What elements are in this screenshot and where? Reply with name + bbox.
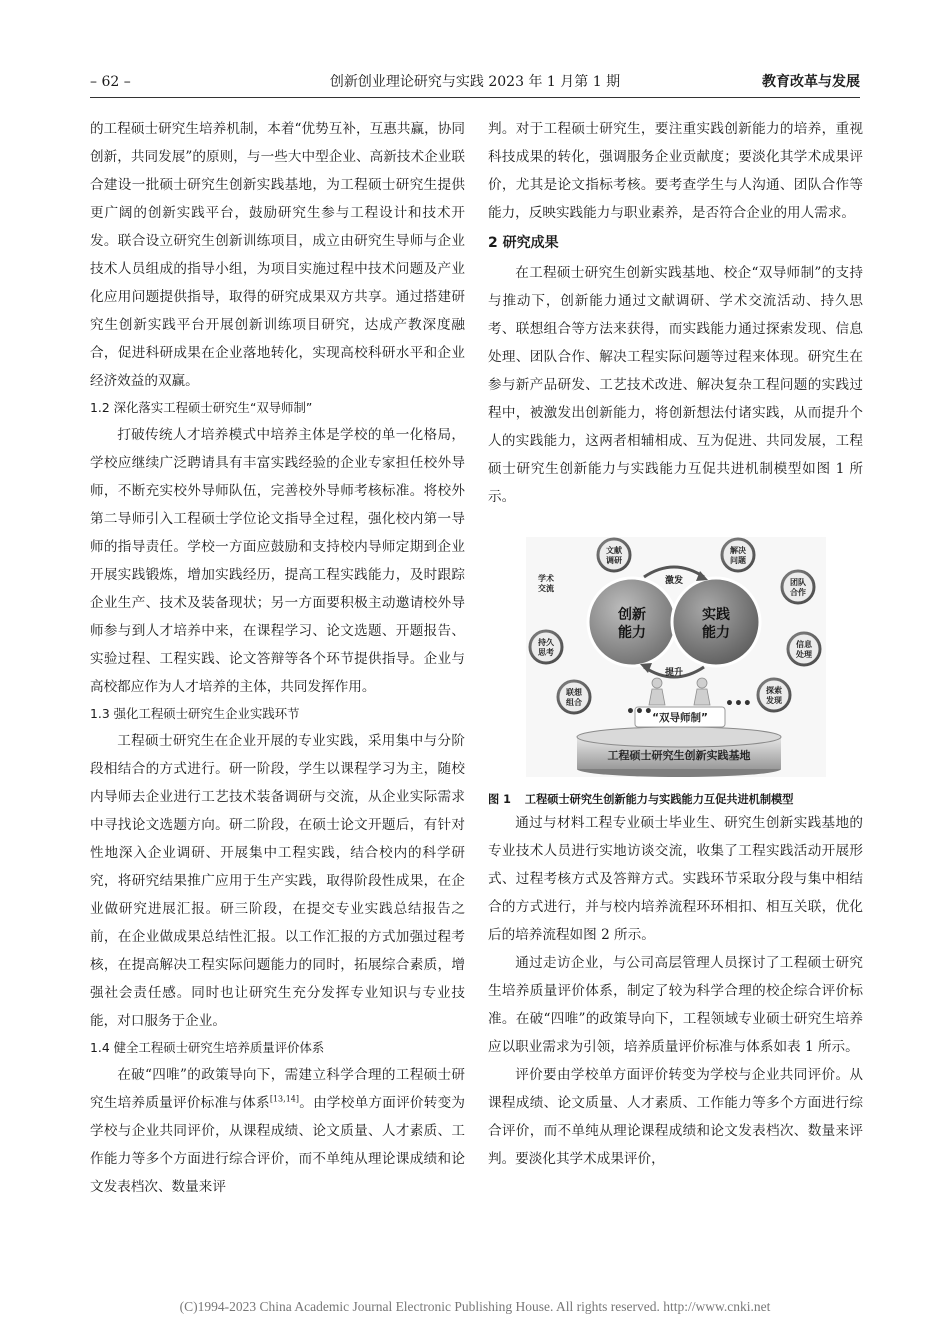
figure-1-diagram — [526, 537, 826, 777]
figure-1-caption — [488, 791, 863, 809]
paragraph: 判。对于工程硕士研究生，要注重实践创新能力的培养，重视科技成果的转化，强调服务企业贡献度；要淡化其学术成果评价，尤其是论文指标考核。要考查学生与人沟通、团队合作等能力，反映实践能力与职业素养，是否符合企业的用人需求。 — [488, 121, 863, 221]
node-explore-label-2: 发现 — [766, 696, 782, 705]
node-team-label-1: 团队 — [790, 578, 806, 587]
node-persist-label-2: 思考 — [538, 648, 554, 657]
enhance-label: 提升 — [664, 668, 684, 678]
innovation-label-2: 能力 — [618, 625, 646, 641]
node-team — [782, 571, 814, 603]
dots-left: ••• — [626, 704, 653, 720]
node-associate — [558, 681, 590, 713]
node-team-label-2: 合作 — [790, 588, 806, 597]
paragraph: 评价要由学校单方面评价转变为学校与企业共同评价。从课程成绩、论文质量、人才素质、工作能力等多个方面进行综合评价，而不单纯从理论课程成绩和论文发表档次、数量来评判。要淡化其学术成果评价， — [488, 1067, 863, 1167]
node-explore — [758, 679, 790, 711]
practice-label-2: 能力 — [702, 625, 730, 641]
section-heading-2: 2 研究成果 — [488, 235, 559, 251]
header-rule — [90, 97, 860, 98]
node-academic-label-1: 学术 — [538, 574, 554, 583]
node-info-label-1: 信息 — [796, 640, 812, 649]
node-info-label-2: 处理 — [796, 650, 812, 659]
node-literature-label-1: 文献 — [606, 546, 622, 555]
paragraph: 通过走访企业，与公司高层管理人员探讨了工程硕士研究生培养质量评价体系，制定了较为科学合理的校企综合评价标准。在破“四唯”的政策导向下，工程领域专业硕士研究生培养应以职业需求为引领，培养质量评价标准与体系如表 1 所示。 — [488, 955, 863, 1055]
journal-title: 创新创业理论研究与实践 2023 年 1 月第 1 期 — [329, 74, 621, 90]
base-top — [577, 727, 781, 747]
node-associate-label-2: 组合 — [566, 698, 582, 707]
paragraph: 在工程硕士研究生创新实践基地、校企“双导师制”的支持与推动下，创新能力通过文献调研、学术交流活动、持久思考、联想组合等方法来获得，而实践能力通过探索发现、信息处理、团队合作、解决工程实际问题等过程来体现。研究生在参与新产品研发、工艺技术改进、解决复杂工程问题的实践过程中，被激发出创新能力，将创新想法付诸实践，从而提升个人的实践能力，这两者相辅相成、互为促进、共同发展，工程硕士研究生创新能力与实践能力互促共进机制模型如图 1 所示。 — [488, 265, 863, 505]
node-academic-label-2: 交流 — [538, 584, 554, 593]
figure-caption-text: 工程硕士研究生创新能力与实践能力互促共进机制模型 — [524, 793, 794, 806]
node-solve-label-2: 问题 — [730, 556, 746, 565]
paragraph-text: 。由学校单方面评价转变为学校与企业共同评价，从课程成绩、论文质量、人才素质、工作能力等多个方面进行综合评价，而不单纯从理论课成绩和论文发表档次、数量来评 — [90, 1095, 466, 1195]
subsection-heading-1-3: 1.3 强化工程硕士研究生企业实践环节 — [90, 706, 300, 721]
copyright-footer: (C)1994-2023 China Academic Journal Electronic Publishing House. All rights reserved. http://www.cnki.net — [179, 1299, 771, 1314]
paragraph: 通过与材料工程专业硕士毕业生、研究生创新实践基地的专业技术人员进行实地访谈交流，收集了工程实践活动开展形式、过程考核方式及答辩方式。实践环节采取分段与集中相结合的方式进行，并与校内培养流程环环相扣、相互关联，优化后的培养流程如图 2 所示。 — [488, 815, 863, 943]
subsection-heading-1-2: 1.2 深化落实工程硕士研究生“双导师制” — [90, 400, 313, 415]
innovation-label-1: 创新 — [618, 607, 646, 623]
node-solve — [722, 539, 754, 571]
subsection-heading-1-4: 1.4 健全工程硕士研究生培养质量评价体系 — [90, 1040, 325, 1055]
paragraph: 工程硕士研究生在企业开展的专业实践，采用集中与分阶段相结合的方式进行。研一阶段，学生以课程学习为主，随校内导师去企业进行工艺技术装备调研与交流，从企业实际需求中寻找论文选题方向。研二阶段，在硕士论文开题后，有针对性地深入企业调研、开展集中工程实践，结合校内的科学研究，将研究结果推广应用于生产实践，取得阶段性成果，在企业做研究进展汇报。研三阶段，在提交专业实践总结报告之前，在企业做成果总结性汇报。以工作汇报的方式加强过程考核，在提高解决工程实际问题能力的同时，拓展综合素质，增强社会责任感。同时也让研究生充分发挥专业知识与专业技能，对口服务于企业。 — [90, 733, 465, 1029]
practice-label-1: 实践 — [702, 607, 730, 623]
figure-1 — [488, 537, 863, 809]
base-label: 工程硕士研究生创新实践基地 — [607, 749, 751, 762]
paragraph: 打破传统人才培养模式中培养主体是学校的单一化格局，学校应继续广泛聘请具有丰富实践经验的企业专家担任校外导师，不断充实校外导师队伍，完善校外导师考核标准。将校外第二导师引入工程硕士学位论文指导全过程，强化校内第一导师的指导责任。学校一方面应鼓励和支持校内导师定期到企业开展实践锻炼，增加实践经历，提高工程实践能力，及时跟踪企业生产、技术及装备现状；另一方面要积极主动邀请校外导师参与到人才培养中来，在课程学习、论文选题、开题报告、实验过程、工程实践、论文答辩等各个环节提供指导。企业与高校都应作为人才培养的主体，共同发挥作用。 — [90, 427, 465, 695]
page-header — [90, 70, 860, 94]
page-number: – 62 – — [90, 74, 131, 90]
citation: [13,14] — [269, 1094, 299, 1104]
paragraph — [90, 1061, 465, 1201]
paragraph-text: 在破“四唯”的政策导向下，需建立科学合理的工程硕士研究生培养质量评价标准与体系 — [90, 1067, 465, 1111]
dots-right: ••• — [725, 696, 752, 712]
node-explore-label-1: 探索 — [766, 686, 782, 695]
node-literature-label-2: 调研 — [606, 556, 622, 565]
node-literature — [598, 539, 630, 571]
stimulate-label: 激发 — [664, 576, 684, 586]
node-persist-label-1: 持久 — [538, 638, 554, 647]
node-info — [788, 633, 820, 665]
node-solve-label-1: 解决 — [730, 546, 746, 555]
section-title: 教育改革与发展 — [762, 74, 860, 90]
dual-tutor-label: “双导师制” — [652, 712, 708, 724]
figure-number: 图 1 — [488, 793, 511, 806]
right-column — [488, 115, 863, 1173]
node-persist — [530, 631, 562, 663]
paragraph: 的工程硕士研究生培养机制，本着“优势互补，互惠共赢，协同创新，共同发展”的原则，与一些大中型企业、高新技术企业联合建设一批硕士研究生创新实践基地，为工程硕士研究生提供更广阔的创新实践平台，鼓励研究生参与工程设计和技术开发。联合设立研究生创新训练项目，成立由研究生导师与企业技术人员组成的指导小组，为项目实施过程中技术问题及产业化应用问题提供指导，取得的研究成果双方共享。通过搭建研究生创新实践平台开展创新训练项目研究，达成产教深度融合，促进科研成果在企业落地转化，实现高校科研水平和企业经济效益的双赢。 — [90, 121, 465, 389]
left-column — [90, 115, 465, 1201]
node-associate-label-1: 联想 — [566, 688, 582, 697]
